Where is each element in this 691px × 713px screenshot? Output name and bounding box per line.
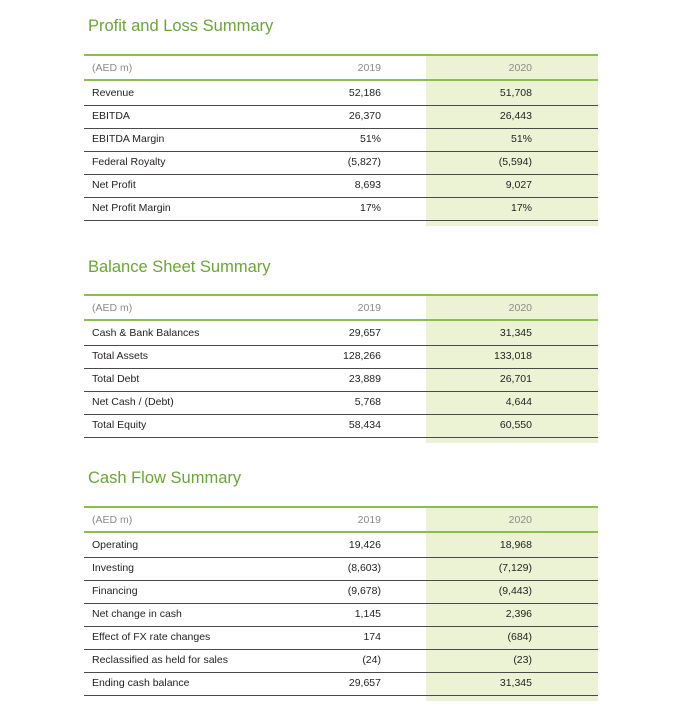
value-2019: 5,768 (354, 396, 381, 408)
value-2020: (23) (513, 654, 532, 666)
balance-sheet-table (84, 294, 598, 444)
row-label: Federal Royalty (92, 156, 166, 168)
row-label: EBITDA (92, 110, 130, 122)
value-2019: 29,657 (348, 327, 381, 339)
table-row (84, 106, 598, 129)
value-2020: 26,701 (499, 373, 532, 385)
year-2019-header: 2019 (357, 302, 381, 314)
value-2019: 23,889 (348, 373, 381, 385)
row-label: Revenue (92, 87, 135, 99)
table-row (84, 369, 598, 392)
row-label: Operating (92, 539, 139, 551)
value-2020: 60,550 (499, 419, 532, 431)
value-2020: 4,644 (505, 396, 532, 408)
table-row (84, 129, 598, 152)
value-2020: (9,443) (498, 585, 532, 597)
value-2020: 9,027 (505, 179, 532, 191)
row-label: Reclassified as held for sales (92, 654, 228, 666)
value-2020: 2,396 (505, 608, 532, 620)
row-label: Financing (92, 585, 138, 597)
table-header-row (84, 298, 598, 321)
table-row (84, 558, 598, 581)
row-label: Total Assets (92, 350, 149, 362)
table-row (84, 627, 598, 650)
value-2019: (5,827) (347, 156, 381, 168)
value-2019: 8,693 (354, 179, 381, 191)
row-label: Net Profit (92, 179, 136, 191)
profit-loss-title: Profit and Loss Summary (88, 17, 274, 35)
value-2020: (7,129) (498, 562, 532, 574)
row-label: Net Profit Margin (92, 202, 171, 214)
value-2019: 19,426 (348, 539, 381, 551)
value-2020: 31,345 (499, 677, 532, 689)
value-2019: 58,434 (348, 419, 381, 431)
value-2020: 51% (510, 133, 532, 145)
value-2020: 18,968 (499, 539, 532, 551)
year-2020-header: 2020 (508, 302, 532, 314)
row-label: Total Equity (92, 419, 147, 431)
table-row (84, 392, 598, 415)
row-label: Total Debt (92, 373, 140, 385)
value-2019: (24) (362, 654, 381, 666)
value-2020: (684) (507, 631, 532, 643)
value-2020: (5,594) (498, 156, 532, 168)
row-label: Effect of FX rate changes (92, 631, 211, 643)
table-row (84, 415, 598, 438)
table-row (84, 175, 598, 198)
value-2019: 174 (363, 631, 381, 643)
table-row (84, 535, 598, 558)
table-row (84, 198, 598, 221)
row-label: Net Cash / (Debt) (92, 396, 174, 408)
year-2020-header: 2020 (508, 514, 532, 526)
table-header-row (84, 510, 598, 533)
value-2019: 52,186 (348, 87, 381, 99)
value-2020: 31,345 (499, 327, 532, 339)
table-row (84, 673, 598, 696)
value-2020: 17% (510, 202, 532, 214)
row-label: EBITDA Margin (92, 133, 165, 145)
balance-sheet-title: Balance Sheet Summary (88, 258, 271, 276)
row-label: Investing (92, 562, 135, 574)
value-2020: 26,443 (499, 110, 532, 122)
value-2019: (8,603) (347, 562, 381, 574)
value-2019: 29,657 (348, 677, 381, 689)
table-row (84, 581, 598, 604)
value-2019: 51% (359, 133, 381, 145)
row-label: Ending cash balance (92, 677, 190, 689)
unit-label: (AED m) (92, 62, 133, 74)
row-label: Cash & Bank Balances (92, 327, 200, 339)
table-row (84, 604, 598, 627)
value-2020: 51,708 (499, 87, 532, 99)
table-top-rule (84, 506, 598, 508)
value-2019: (9,678) (347, 585, 381, 597)
cash-flow-table (84, 506, 598, 702)
profit-loss-table (84, 54, 598, 227)
table-row (84, 323, 598, 346)
year-2019-header: 2019 (357, 62, 381, 74)
year-2020-header: 2020 (508, 62, 532, 74)
table-header-row (84, 58, 598, 81)
value-2019: 26,370 (348, 110, 381, 122)
table-row (84, 83, 598, 106)
table-top-rule (84, 294, 598, 296)
value-2019: 128,266 (343, 350, 381, 362)
unit-label: (AED m) (92, 302, 133, 314)
value-2020: 133,018 (494, 350, 532, 362)
table-row (84, 650, 598, 673)
year-2019-header: 2019 (357, 514, 381, 526)
table-row (84, 152, 598, 175)
value-2019: 1,145 (354, 608, 381, 620)
table-row (84, 346, 598, 369)
row-label: Net change in cash (92, 608, 182, 620)
cash-flow-title: Cash Flow Summary (88, 469, 242, 487)
table-top-rule (84, 54, 598, 56)
unit-label: (AED m) (92, 514, 133, 526)
value-2019: 17% (359, 202, 381, 214)
